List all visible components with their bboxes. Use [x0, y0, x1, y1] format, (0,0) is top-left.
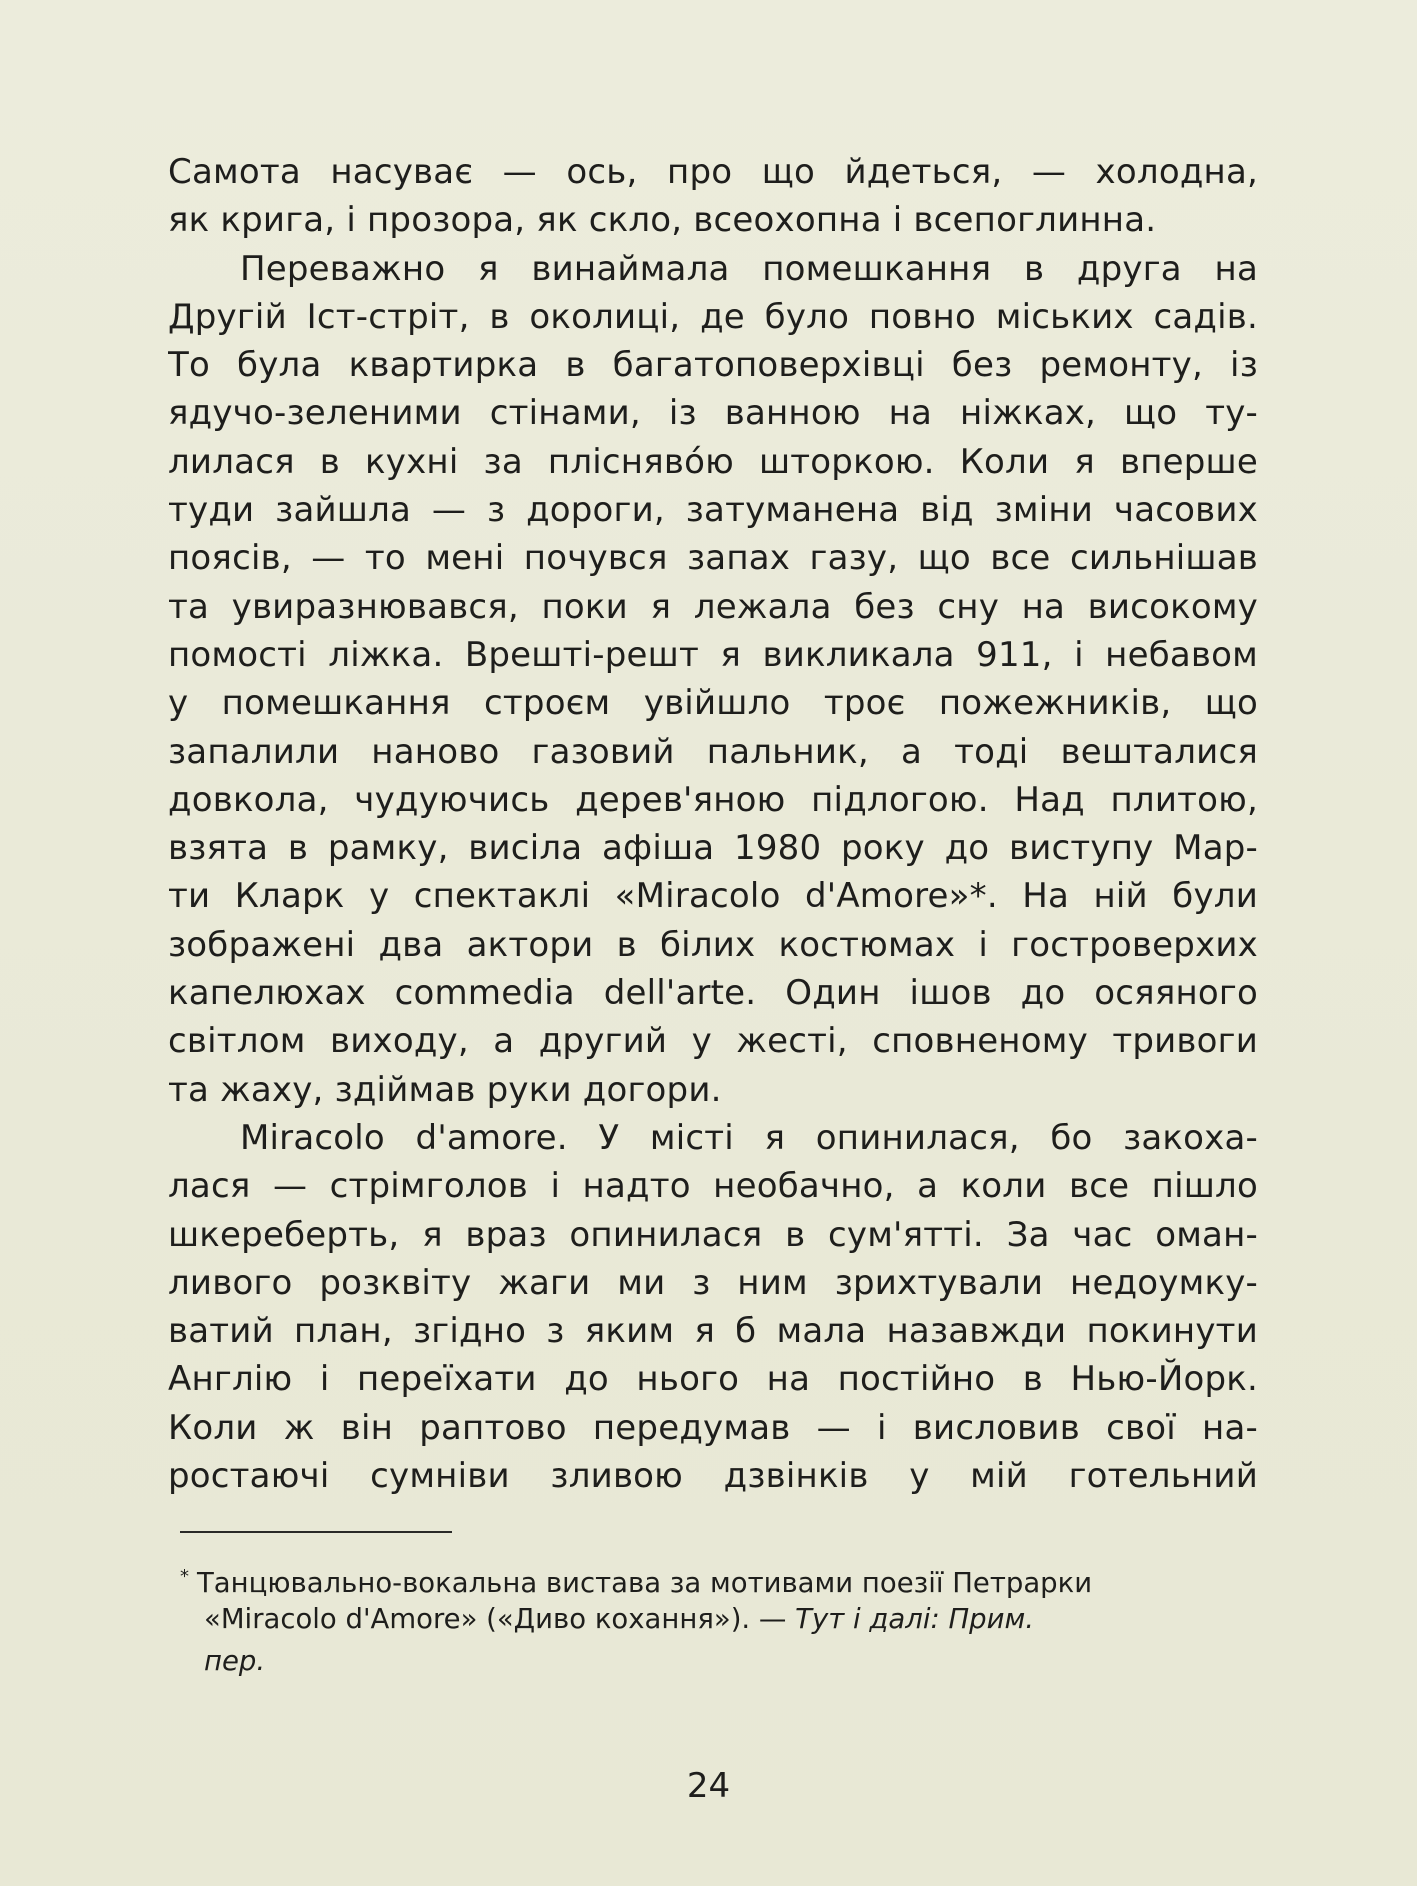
footnote-line: [180, 1598, 1258, 1640]
text-line: помості ліжка. Врешті-решт я викликала 911, і небавом: [168, 634, 1258, 675]
footnote-line: [180, 1556, 1258, 1598]
text-line: Самота насуває — ось, про що йдеться, — холодна,: [168, 152, 1258, 192]
body-text: [168, 148, 1258, 1500]
text-line: зображені два актори в білих костюмах і гостроверхих: [168, 924, 1258, 965]
text-line: довкола, чудуючись дерев'яною підлогою. Над плитою,: [168, 779, 1258, 820]
footnote-divider: [180, 1531, 452, 1533]
text-line: туди зайшла — з дороги, затуманена від зміни часових: [168, 490, 1258, 531]
footnote-marker: *: [180, 1566, 189, 1587]
footnote-text: «Miracolo d'Amore» («Диво кохання»). —: [204, 1603, 796, 1635]
text-line: капелюхах commedia dell'arte. Один ішов до осяяного: [168, 973, 1258, 1014]
text-line: у помешкання строєм увійшло троє пожежників, що: [168, 683, 1258, 724]
footnote-line: пер.: [204, 1645, 266, 1677]
text-line: шкереберть, я враз опинилася в сум'ятті. За час оман-: [168, 1214, 1258, 1255]
text-line: ядучо-зеленими стінами, із ванною на ніжках, що ту-: [168, 393, 1258, 434]
text-line: лася — стрімголов і надто необачно, а коли все пішло: [168, 1166, 1258, 1207]
text-line: світлом виходу, а другий у жесті, сповненому тривоги: [168, 1021, 1258, 1062]
page-number: 24: [686, 1766, 731, 1806]
text-line: Англію і переїхати до нього на постійно в Нью-Йорк.: [168, 1359, 1258, 1400]
text-line: ти Кларк у спектаклі «Miracolo d'Amore»*. На ній були: [168, 876, 1258, 917]
text-line: Коли ж він раптово передумав — і висловив свої на-: [168, 1407, 1258, 1448]
text-line: Miracolo d'amore. У місті я опинилася, бо закоха-: [240, 1117, 1258, 1158]
text-line: взята в рамку, висіла афіша 1980 року до виступу Мар-: [168, 828, 1258, 869]
text-line: ростаючі сумніви зливою дзвінків у мій готельний: [168, 1456, 1258, 1497]
text-line: ватий план, згідно з яким я б мала назавжди покинути: [168, 1311, 1258, 1352]
footnote-italic-text: Тут і далі: Прим.: [795, 1603, 1034, 1635]
text-line: Другій Іст-стріт, в околиці, де було повно міських садів.: [168, 296, 1258, 337]
text-line: поясів, — то мені почувся запах газу, що все сильнішав: [168, 538, 1258, 579]
text-line: як крига, і прозора, як скло, всеохопна і всепоглинна.: [168, 200, 1157, 241]
text-line: Переважно я винаймала помешкання в друга на: [240, 248, 1258, 289]
text-line: та увиразнювався, поки я лежала без сну на високому: [168, 586, 1258, 627]
text-line: То була квартирка в багатоповерхівці без ремонту, із: [168, 345, 1258, 386]
footnote: [180, 1556, 1258, 1682]
text-line: лилася в кухні за плісняво́ю шторкою. Коли я вперше: [168, 441, 1258, 482]
text-line: запалили наново газовий пальник, а тоді вешталися: [168, 731, 1258, 772]
text-line: та жаху, здіймав руки догори.: [168, 1069, 722, 1110]
text-line: ливого розквіту жаги ми з ним зрихтували недоумку-: [168, 1262, 1258, 1303]
footnote-text: Танцювально-вокальна вистава за мотивами поезії Петрарки: [197, 1567, 1093, 1598]
